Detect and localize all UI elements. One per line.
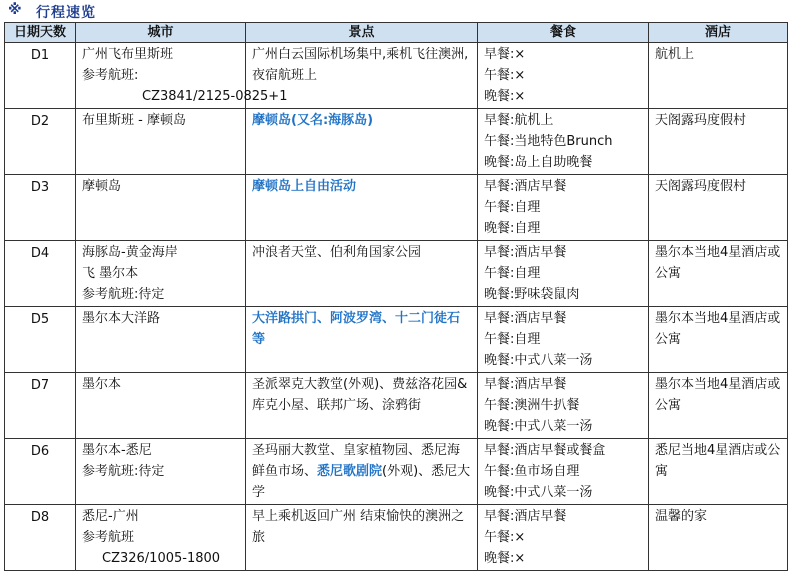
spots-text: 冲浪者天堂、伯利角国家公园 xyxy=(252,245,422,260)
meals-cell xyxy=(478,241,649,307)
spots-text: 圣派翠克大教堂(外观)、费兹洛花园&库克小屋、联邦广场、涂鸦街 xyxy=(252,377,468,413)
city-line: 广州飞布里斯班 xyxy=(82,47,174,62)
table-row xyxy=(5,43,788,109)
header-city: 城市 xyxy=(76,23,246,43)
day-cell: D4 xyxy=(5,241,76,307)
city-cell xyxy=(76,241,246,307)
city-line: 参考航班: xyxy=(82,68,139,83)
day-cell: D2 xyxy=(5,109,76,175)
meals-cell xyxy=(478,505,649,571)
meal-lunch: 午餐:澳洲牛扒餐 xyxy=(484,398,580,413)
meal-lunch: 午餐:× xyxy=(484,68,526,83)
table-row xyxy=(5,439,788,505)
hotel-cell: 天阁露玛度假村 xyxy=(649,175,788,241)
city-line: CZ326/1005-1800 xyxy=(102,551,221,566)
spots-text-pre: 圣玛丽大教堂、皇家植物园、悉尼海鲜鱼市场、 xyxy=(252,443,461,479)
meals-cell xyxy=(478,307,649,373)
day-cell: D1 xyxy=(5,43,76,109)
spots-text-post: (外观)、悉尼大学 xyxy=(252,464,471,500)
table-row xyxy=(5,109,788,175)
meal-breakfast: 早餐:航机上 xyxy=(484,113,554,128)
city-line: 墨尔本-悉尼 xyxy=(82,443,152,458)
meals-cell xyxy=(478,175,649,241)
day-cell: D8 xyxy=(5,505,76,571)
spots-highlight: 悉尼歌剧院 xyxy=(317,464,383,479)
spots-cell xyxy=(246,373,478,439)
day-cell: D3 xyxy=(5,175,76,241)
hotel-cell: 航机上 xyxy=(649,43,788,109)
header-hotel: 酒店 xyxy=(649,23,788,43)
city-cell xyxy=(76,373,246,439)
spots-cell xyxy=(246,307,478,373)
city-cell xyxy=(76,43,288,109)
header-day: 日期天数 xyxy=(5,23,76,43)
spots-text: 广州白云国际机场集中,乘机飞往澳洲,夜宿航班上 xyxy=(252,47,469,83)
meals-cell xyxy=(478,109,649,175)
table-header-row xyxy=(5,23,788,43)
meal-breakfast: 早餐:酒店早餐 xyxy=(484,179,567,194)
table-row xyxy=(5,505,788,571)
meal-breakfast: 早餐:酒店早餐 xyxy=(484,377,567,392)
city-line: 墨尔本大洋路 xyxy=(82,311,161,326)
page-title: 行程速览 xyxy=(36,5,96,21)
table-row xyxy=(5,307,788,373)
day-cell: D7 xyxy=(5,373,76,439)
hotel-cell: 天阁露玛度假村 xyxy=(649,109,788,175)
city-line: 参考航班:待定 xyxy=(82,464,165,479)
meals-cell xyxy=(478,439,649,505)
hotel-cell: 墨尔本当地4星酒店或公寓 xyxy=(649,373,788,439)
meal-dinner: 晚餐:岛上自助晚餐 xyxy=(484,155,593,170)
meal-dinner: 晚餐:自理 xyxy=(484,221,541,236)
city-line: 参考航班 xyxy=(82,530,135,545)
city-cell xyxy=(76,175,246,241)
meal-dinner: 晚餐:× xyxy=(484,89,526,104)
spots-highlight: 摩顿岛(又名:海豚岛) xyxy=(252,113,374,128)
table-row xyxy=(5,241,788,307)
meals-cell xyxy=(478,373,649,439)
meal-dinner: 晚餐:× xyxy=(484,551,526,566)
city-line: 悉尼-广州 xyxy=(82,509,139,524)
meal-dinner: 晚餐:中式八菜一汤 xyxy=(484,485,593,500)
reference-mark-icon: ※ xyxy=(8,2,22,18)
hotel-cell: 墨尔本当地4星酒店或公寓 xyxy=(649,307,788,373)
city-line: 摩顿岛 xyxy=(82,179,122,194)
meal-breakfast: 早餐:酒店早餐 xyxy=(484,509,567,524)
city-line: 飞 墨尔本 xyxy=(82,266,139,281)
spots-text: 早上乘机返回广州 结束愉快的澳洲之旅 xyxy=(252,509,465,545)
table-row xyxy=(5,175,788,241)
city-cell xyxy=(76,439,246,505)
meal-lunch: 午餐:自理 xyxy=(484,200,541,215)
city-line: CZ3841/2125-0825+1 xyxy=(142,89,288,104)
meal-lunch: 午餐:当地特色Brunch xyxy=(484,134,613,149)
meal-breakfast: 早餐:酒店早餐或餐盒 xyxy=(484,443,606,458)
meal-lunch: 午餐:鱼市场自理 xyxy=(484,464,580,479)
meals-cell xyxy=(478,43,649,109)
meal-dinner: 晚餐:中式八菜一汤 xyxy=(484,353,593,368)
city-cell xyxy=(76,505,246,571)
hotel-cell: 墨尔本当地4星酒店或公寓 xyxy=(649,241,788,307)
day-cell: D5 xyxy=(5,307,76,373)
header-spots: 景点 xyxy=(246,23,478,43)
meal-breakfast: 早餐:酒店早餐 xyxy=(484,245,567,260)
spots-highlight: 摩顿岛上自由活动 xyxy=(252,179,357,194)
meal-breakfast: 早餐:酒店早餐 xyxy=(484,311,567,326)
spots-highlight: 大洋路拱门、阿波罗湾、十二门徒石等 xyxy=(252,311,461,347)
hotel-cell: 悉尼当地4星酒店或公寓 xyxy=(649,439,788,505)
city-cell xyxy=(76,109,246,175)
spots-text xyxy=(252,440,471,503)
city-line: 墨尔本 xyxy=(82,377,122,392)
meal-dinner: 晚餐:中式八菜一汤 xyxy=(484,419,593,434)
header-meals: 餐食 xyxy=(478,23,649,43)
hotel-cell: 温馨的家 xyxy=(649,505,788,571)
meal-lunch: 午餐:自理 xyxy=(484,332,541,347)
city-line: 参考航班:待定 xyxy=(82,287,165,302)
city-line: 布里斯班 - 摩顿岛 xyxy=(82,113,186,128)
table-row xyxy=(5,373,788,439)
day-cell: D6 xyxy=(5,439,76,505)
meal-breakfast: 早餐:× xyxy=(484,47,526,62)
spots-cell xyxy=(246,241,478,307)
city-cell xyxy=(76,307,246,373)
spots-cell xyxy=(246,175,478,241)
city-line: 海豚岛-黄金海岸 xyxy=(82,245,178,260)
itinerary-table xyxy=(4,22,788,571)
meal-lunch: 午餐:自理 xyxy=(484,266,541,281)
spots-cell xyxy=(246,109,478,175)
section-header xyxy=(0,0,792,22)
meal-dinner: 晚餐:野味袋鼠肉 xyxy=(484,287,580,302)
meal-lunch: 午餐:× xyxy=(484,530,526,545)
spots-cell xyxy=(246,439,478,505)
spots-cell xyxy=(246,505,478,571)
